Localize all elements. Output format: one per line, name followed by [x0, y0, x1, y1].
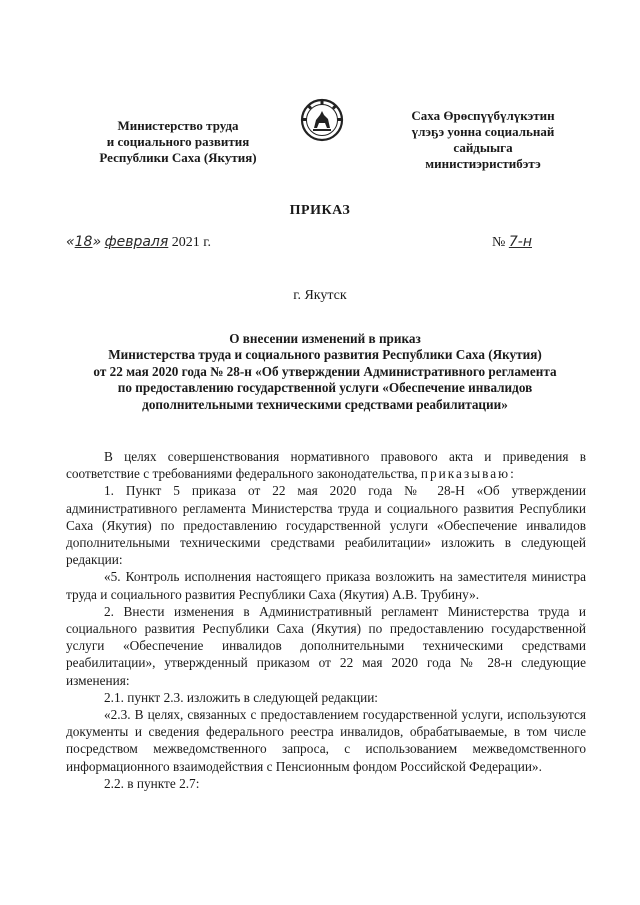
number-value: 7-н — [508, 234, 532, 250]
preamble-text: В целях совершенствования нормативного правового акта и приведения в соответствие с требованиями федерального законодательства, — [66, 449, 586, 482]
ministry-name-line: министиэристибэтэ — [425, 156, 541, 171]
ministry-name-line: Республики Саха (Якутия) — [99, 150, 257, 165]
paragraph-item-2-1: 2.1. пункт 2.3. изложить в следующей редакции: — [104, 689, 379, 705]
ministry-name-line: сайдыыга — [453, 140, 513, 155]
date-year: 2021 г. — [171, 235, 211, 250]
ministry-name-russian — [78, 118, 278, 166]
city-name: г. Якутск — [293, 288, 347, 303]
subject-line: от 22 мая 2020 года № 28-н «Об утверждении Административного регламента — [93, 363, 557, 379]
paragraph-item-5-text: «5. Контроль исполнения настоящего приказа возложить на заместителя министра труда и социального развития Республики Саха (Якутия) А.В. Трубину». — [66, 569, 586, 602]
ministry-name-line: Саха Өрөспүүбүлүкэтин — [411, 108, 555, 123]
subject-line: по предоставлению государственной услуги «Обеспечение инвалидов — [117, 380, 533, 396]
order-body — [66, 448, 586, 792]
ministry-name-line: Министерство труда — [117, 118, 239, 133]
order-verb: приказываю: — [420, 466, 516, 482]
subject-line: О внесении изменений в приказ — [229, 331, 421, 346]
subject-line: Министерства труда и социального развития Республики Саха (Якутия) — [108, 347, 542, 363]
date-day: 18 — [74, 234, 93, 250]
paragraph-item-2-2: 2.2. в пункте 2.7: — [104, 775, 200, 791]
date-month: февраля — [104, 234, 169, 250]
number-label: № — [492, 235, 506, 250]
subject-line: дополнительными техническими средствами реабилитации» — [142, 396, 508, 412]
order-subject — [60, 331, 590, 413]
order-number — [492, 234, 532, 251]
date-close-quote: » — [92, 234, 102, 250]
paragraph-item-2-3-text: «2.3. В целях, связанных с предоставлением государственной услуги, используются документы и сведения федерального реестра инвалидов, обрабатываемые, в том числе посредством межведомственного запроса, с использованием межведомственного информационного взаимодействия с Пенсионным фондом Российской Федерации». — [66, 707, 586, 774]
date-open-quote: « — [66, 234, 75, 250]
document-type-title: ПРИКАЗ — [289, 203, 351, 218]
paragraph-item-2: 2. Внести изменения в Административный регламент Министерства труда и социального развития Республики Саха (Якутия) по предоставлению государственной услуги «Обеспечение инвалидов дополнительными техническими средствами реабилитации», утвержденный приказом от 22 мая 2020 года № 28-н следующие изменения: — [66, 603, 586, 688]
ministry-name-yakut — [378, 108, 588, 172]
paragraph-preamble — [66, 448, 586, 482]
order-date — [66, 234, 211, 251]
ministry-name-line: үлэҕэ уонна социальнай — [411, 124, 555, 139]
paragraph-item-1: 1. Пункт 5 приказа от 22 мая 2020 года № 28-Н «Об утверждении административного регламента Министерства труда и социального развития Республики Саха (Якутия) по предоставлению государственной услуги «Обеспечение инвалидов дополнительными техническими средствами реабилитации» изложить в следующей редакции: — [66, 483, 586, 568]
ministry-name-line: и социального развития — [106, 134, 250, 149]
coat-of-arms-emblem — [300, 98, 344, 142]
